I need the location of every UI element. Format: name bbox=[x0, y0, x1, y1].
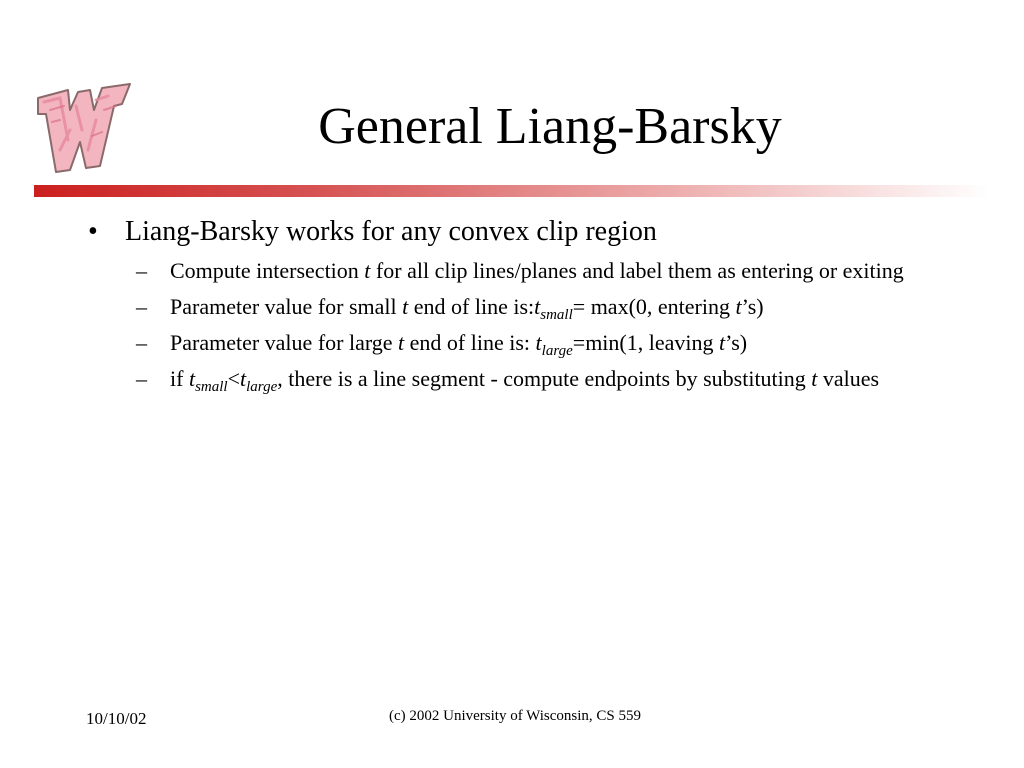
subbullet-small-t bbox=[136, 290, 968, 323]
bullet-text: Liang-Barsky works for any convex clip region bbox=[125, 216, 657, 247]
text-segment: Compute intersection bbox=[170, 258, 365, 283]
variable-t: t bbox=[364, 258, 371, 283]
subscript-large: large bbox=[246, 379, 278, 395]
text-segment: = max(0, entering bbox=[572, 294, 736, 319]
text-segment: ’s) bbox=[725, 330, 748, 355]
subbullet-large-t bbox=[136, 326, 968, 359]
footer-date: 10/10/02 bbox=[86, 709, 147, 728]
variable-t: t bbox=[811, 366, 818, 391]
title-divider bbox=[34, 185, 990, 197]
variable-t: t bbox=[188, 366, 196, 391]
subbullet-list bbox=[136, 254, 968, 395]
text-segment: for all clip lines/planes and label them as entering or exiting bbox=[370, 258, 904, 283]
variable-t: t bbox=[534, 294, 541, 319]
dash-marker: – bbox=[136, 366, 147, 391]
text-segment: Parameter value for large bbox=[170, 330, 399, 355]
bullet-marker: • bbox=[88, 216, 98, 247]
subscript-large: large bbox=[541, 343, 573, 359]
dash-marker: – bbox=[136, 258, 147, 283]
text-segment: values bbox=[817, 366, 880, 391]
uw-motion-w-logo bbox=[30, 80, 134, 176]
text-segment: =min(1, leaving bbox=[572, 330, 719, 355]
variable-t: t bbox=[719, 330, 726, 355]
less-than-sign: < bbox=[227, 366, 241, 391]
subscript-small: small bbox=[540, 307, 573, 323]
text-segment: Parameter value for small bbox=[170, 294, 403, 319]
text-segment: end of line is: bbox=[408, 294, 535, 319]
variable-t: t bbox=[735, 294, 742, 319]
subbullet-compute-intersection bbox=[136, 254, 968, 287]
subbullet-line-segment bbox=[136, 362, 968, 395]
slide-body bbox=[88, 212, 968, 398]
footer-copyright: (c) 2002 University of Wisconsin, CS 559 bbox=[388, 708, 642, 724]
text-segment: ’s) bbox=[741, 294, 764, 319]
text-segment: if bbox=[170, 366, 189, 391]
text-segment: end of line is: bbox=[404, 330, 536, 355]
dash-marker: – bbox=[136, 330, 147, 355]
variable-t: t bbox=[240, 366, 247, 391]
dash-marker: – bbox=[136, 294, 147, 319]
text-segment: , there is a line segment - compute endpoints by substituting bbox=[277, 366, 812, 391]
variable-t: t bbox=[402, 294, 409, 319]
variable-t: t bbox=[535, 330, 542, 355]
variable-t: t bbox=[398, 330, 405, 355]
subscript-small: small bbox=[195, 379, 228, 395]
slide-title: General Liang-Barsky bbox=[318, 98, 782, 155]
bullet-item bbox=[88, 212, 968, 252]
